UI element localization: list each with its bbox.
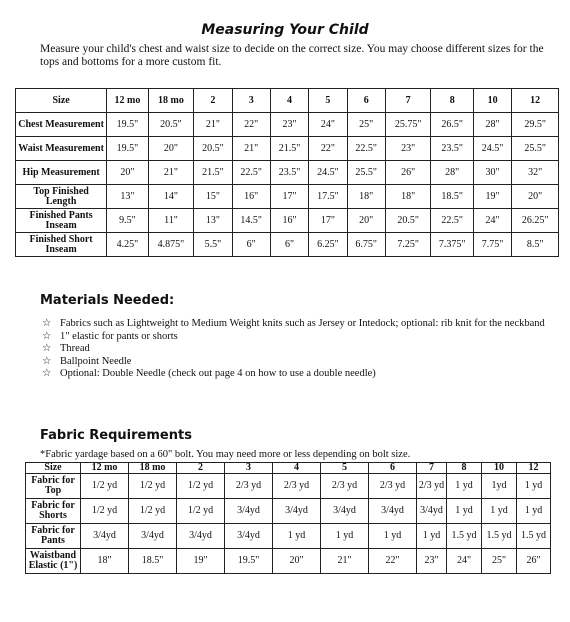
table-cell: 2/3 yd — [225, 474, 273, 499]
table-cell: 22.5" — [232, 161, 270, 185]
table-cell: 30" — [473, 161, 511, 185]
table-cell: 1 yd — [369, 524, 417, 549]
table-cell: 3/4yd — [225, 499, 273, 524]
table-cell: 2/3 yd — [321, 474, 369, 499]
column-header: 4 — [273, 463, 321, 474]
row-label: Waistband Elastic (1") — [26, 549, 81, 574]
table-row — [26, 524, 551, 549]
table-cell: 23" — [385, 137, 431, 161]
table-cell: 24" — [309, 113, 347, 137]
table-cell: 1 yd — [273, 524, 321, 549]
row-label: Top Finished Length — [16, 185, 107, 209]
table-cell: 20" — [347, 209, 385, 233]
table-cell: 2/3 yd — [369, 474, 417, 499]
table-cell: 1 yd — [482, 499, 517, 524]
table-cell: 24" — [447, 549, 482, 574]
star-bullet-icon: ☆ — [42, 318, 52, 329]
row-label: Finished Short Inseam — [16, 233, 107, 257]
table-cell: 1/2 yd — [81, 474, 129, 499]
column-header: 8 — [431, 89, 473, 113]
table-cell: 3/4yd — [81, 524, 129, 549]
table-row — [26, 499, 551, 524]
table-cell: 19" — [177, 549, 225, 574]
list-item-text: 1" elastic for pants or shorts — [60, 330, 178, 342]
table-cell: 20" — [107, 161, 148, 185]
table-cell: 23.5" — [270, 161, 308, 185]
table-cell: 26" — [385, 161, 431, 185]
intro-text: Measure your child's chest and waist size to decide on the correct size. You may choose different sizes for the tops and bottoms for a more custom fit. — [40, 43, 544, 68]
table-cell: 16" — [232, 185, 270, 209]
table-row — [16, 113, 559, 137]
table-cell: 22" — [369, 549, 417, 574]
table-cell: 32" — [512, 161, 559, 185]
column-header: 12 mo — [81, 463, 129, 474]
column-header: 6 — [347, 89, 385, 113]
fabric-note: *Fabric yardage based on a 60" bolt. You may need more or less depending on bolt size. — [40, 449, 411, 460]
table-cell: 16" — [270, 209, 308, 233]
table-cell: 24.5" — [309, 161, 347, 185]
table-cell: 19" — [473, 185, 511, 209]
table-cell: 20.5" — [148, 113, 194, 137]
row-label: Hip Measurement — [16, 161, 107, 185]
row-label: Chest Measurement — [16, 113, 107, 137]
list-item — [42, 343, 552, 356]
column-header: 3 — [232, 89, 270, 113]
table-row — [16, 185, 559, 209]
column-header: 5 — [309, 89, 347, 113]
table-cell: 1/2 yd — [177, 499, 225, 524]
table-cell: 25.5" — [347, 161, 385, 185]
page-title: Measuring Your Child — [201, 22, 369, 38]
column-header: 4 — [270, 89, 308, 113]
star-bullet-icon: ☆ — [42, 330, 52, 342]
table-cell: 1 yd — [321, 524, 369, 549]
table-cell: 18.5" — [431, 185, 473, 209]
table-cell: 28" — [431, 161, 473, 185]
table-cell: 1.5 yd — [447, 524, 482, 549]
star-bullet-icon: ☆ — [42, 368, 52, 379]
table-cell: 7.75" — [473, 233, 511, 257]
table-cell: 22.5" — [431, 209, 473, 233]
table-cell: 1 yd — [517, 474, 551, 499]
table-cell: 17.5" — [309, 185, 347, 209]
column-header: 7 — [385, 89, 431, 113]
list-item-text: Optional: Double Needle (check out page 4 on how to use a double needle) — [60, 368, 376, 379]
table-cell: 1/2 yd — [81, 499, 129, 524]
table-cell: 26.5" — [431, 113, 473, 137]
table-cell: 2/3 yd — [273, 474, 321, 499]
table-cell: 21" — [321, 549, 369, 574]
table-cell: 6" — [232, 233, 270, 257]
column-header: 3 — [225, 463, 273, 474]
table-cell: 3/4yd — [129, 524, 177, 549]
table-cell: 6" — [270, 233, 308, 257]
row-label: Fabric for Top — [26, 474, 81, 499]
table-cell: 21.5" — [270, 137, 308, 161]
table-cell: 1 yd — [447, 499, 482, 524]
table-cell: 11" — [148, 209, 194, 233]
column-header: Size — [26, 463, 81, 474]
table-row — [26, 549, 551, 574]
table-cell: 3/4yd — [177, 524, 225, 549]
table-cell: 7.375" — [431, 233, 473, 257]
table-cell: 1yd — [482, 474, 517, 499]
table-cell: 3/4yd — [273, 499, 321, 524]
column-header: 5 — [321, 463, 369, 474]
list-item — [42, 368, 552, 381]
column-header: 12 — [512, 89, 559, 113]
column-header: 8 — [447, 463, 482, 474]
table-row — [16, 233, 559, 257]
list-item-text: Fabrics such as Lightweight to Medium Weight knits such as Jersey or Intedock; optional: rib knit for the neckband — [60, 318, 545, 329]
table-cell: 1.5 yd — [517, 524, 551, 549]
table-cell: 14" — [148, 185, 194, 209]
column-header: 10 — [482, 463, 517, 474]
table-cell: 1 yd — [417, 524, 447, 549]
measurement-table — [15, 88, 559, 257]
table-cell: 18" — [81, 549, 129, 574]
table-cell: 25.75" — [385, 113, 431, 137]
table-cell: 20" — [148, 137, 194, 161]
column-header: 2 — [194, 89, 232, 113]
table-cell: 6.75" — [347, 233, 385, 257]
table-cell: 20.5" — [194, 137, 232, 161]
star-bullet-icon: ☆ — [42, 343, 52, 354]
table-cell: 18" — [347, 185, 385, 209]
table-cell: 3/4yd — [225, 524, 273, 549]
table-cell: 20.5" — [385, 209, 431, 233]
table-cell: 4.875" — [148, 233, 194, 257]
table-cell: 3/4yd — [369, 499, 417, 524]
list-item — [42, 318, 552, 331]
table-cell: 24.5" — [473, 137, 511, 161]
table-cell: 3/4yd — [321, 499, 369, 524]
table-cell: 1/2 yd — [177, 474, 225, 499]
table-cell: 9.5" — [107, 209, 148, 233]
table-cell: 17" — [309, 209, 347, 233]
table-cell: 18.5" — [129, 549, 177, 574]
table-cell: 5.5" — [194, 233, 232, 257]
row-label: Waist Measurement — [16, 137, 107, 161]
column-header: 2 — [177, 463, 225, 474]
fabric-heading: Fabric Requirements — [40, 428, 192, 443]
table-cell: 21.5" — [194, 161, 232, 185]
table-cell: 19.5" — [107, 113, 148, 137]
table-cell: 21" — [232, 137, 270, 161]
table-row — [16, 137, 559, 161]
table-cell: 21" — [194, 113, 232, 137]
table-cell: 6.25" — [309, 233, 347, 257]
table-cell: 20" — [273, 549, 321, 574]
table-row — [26, 474, 551, 499]
table-row — [16, 209, 559, 233]
column-header: 7 — [417, 463, 447, 474]
table-cell: 1 yd — [447, 474, 482, 499]
table-cell: 29.5" — [512, 113, 559, 137]
table-cell: 24" — [473, 209, 511, 233]
table-cell: 26.25" — [512, 209, 559, 233]
row-label: Finished Pants Inseam — [16, 209, 107, 233]
star-bullet-icon: ☆ — [42, 355, 52, 367]
table-cell: 19.5" — [107, 137, 148, 161]
table-cell: 15" — [194, 185, 232, 209]
table-cell: 23" — [417, 549, 447, 574]
table-cell: 21" — [148, 161, 194, 185]
measurement-header-row — [16, 89, 559, 113]
table-cell: 1/2 yd — [129, 474, 177, 499]
column-header: 12 mo — [107, 89, 148, 113]
table-cell: 22.5" — [347, 137, 385, 161]
table-cell: 1/2 yd — [129, 499, 177, 524]
table-cell: 23.5" — [431, 137, 473, 161]
table-cell: 25" — [482, 549, 517, 574]
row-label: Fabric for Shorts — [26, 499, 81, 524]
table-cell: 1 yd — [517, 499, 551, 524]
table-row — [16, 161, 559, 185]
table-cell: 19.5" — [225, 549, 273, 574]
materials-list — [42, 318, 552, 381]
table-cell: 25" — [347, 113, 385, 137]
table-cell: 13" — [107, 185, 148, 209]
column-header: 18 mo — [148, 89, 194, 113]
column-header: 6 — [369, 463, 417, 474]
list-item — [42, 356, 552, 369]
table-cell: 7.25" — [385, 233, 431, 257]
list-item-text: Ballpoint Needle — [60, 355, 132, 367]
column-header: 10 — [473, 89, 511, 113]
column-header: 18 mo — [129, 463, 177, 474]
table-cell: 14.5" — [232, 209, 270, 233]
table-cell: 25.5" — [512, 137, 559, 161]
table-cell: 4.25" — [107, 233, 148, 257]
table-cell: 3/4yd — [417, 499, 447, 524]
table-cell: 22" — [309, 137, 347, 161]
table-cell: 23" — [270, 113, 308, 137]
column-header: 12 — [517, 463, 551, 474]
row-label: Fabric for Pants — [26, 524, 81, 549]
column-header: Size — [16, 89, 107, 113]
table-cell: 20" — [512, 185, 559, 209]
materials-heading: Materials Needed: — [40, 293, 175, 308]
table-cell: 18" — [385, 185, 431, 209]
table-cell: 28" — [473, 113, 511, 137]
table-cell: 26" — [517, 549, 551, 574]
table-cell: 8.5" — [512, 233, 559, 257]
fabric-header-row — [26, 463, 551, 474]
table-cell: 1.5 yd — [482, 524, 517, 549]
table-cell: 22" — [232, 113, 270, 137]
table-cell: 13" — [194, 209, 232, 233]
list-item-text: Thread — [60, 343, 90, 354]
list-item — [42, 331, 552, 344]
fabric-table — [25, 462, 551, 574]
table-cell: 17" — [270, 185, 308, 209]
table-cell: 2/3 yd — [417, 474, 447, 499]
